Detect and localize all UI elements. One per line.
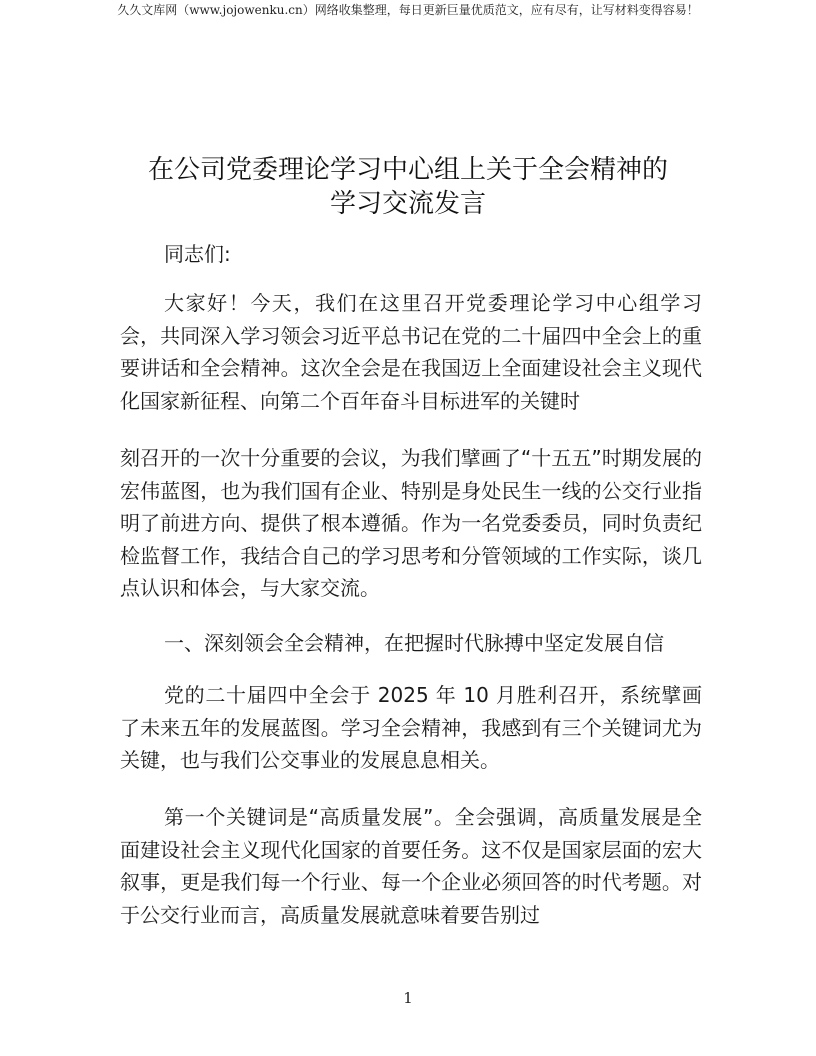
paragraph-4: 第一个关键词是“高质量发展”。全会强调，高质量发展是全面建设社会主义现代化国家的首要任务。这不仅是国家层面的宏大叙事，更是我们每一个行业、每一个企业必须回答的时代考题。对于公交行业而言，高质量发展就意味着要告别过 <box>120 805 702 927</box>
section-heading-1: 一、深刻领会全会精神，在把握时代脉搏中坚定发展自信 <box>164 631 664 655</box>
title-line-2: 学习交流发言 <box>329 189 486 219</box>
paragraph-3: 党的二十届四中全会于 2025 年 10 月胜利召开，系统擘画了未来五年的发展蓝图。学习全会精神，我感到有三个关键词尤为关键，也与我们公交事业的发展息息相关。 <box>120 683 702 772</box>
header-watermark-note: 久久文库网（www.jojowenku.cn）网络收集整理，每日更新巨量优质范文，应有尽有，让写材料变得容易！ <box>117 3 699 17</box>
paragraph-1: 大家好！今天，我们在这里召开党委理论学习中心组学习会，共同深入学习领会习近平总书记在党的二十届四中全会上的重要讲话和全会精神。这次全会是在我国迈上全面建设社会主义现代化国家新征程、向第二个百年奋斗目标进军的关键时 <box>120 291 702 413</box>
page-number: 1 <box>403 989 413 1007</box>
salutation: 同志们: <box>164 242 231 266</box>
paragraph-2: 刻召开的一次十分重要的会议，为我们擘画了“十五五”时期发展的宏伟蓝图，也为我们国有企业、特别是身处民生一线的公交行业指明了前进方向、提供了根本遵循。作为一名党委委员，同时负责纪检监督工作，我结合自己的学习思考和分管领域的工作实际，谈几点认识和体会，与大家交流。 <box>120 446 702 600</box>
document-title <box>100 153 716 221</box>
title-line-1: 在公司党委理论学习中心组上关于全会精神的 <box>147 155 668 185</box>
